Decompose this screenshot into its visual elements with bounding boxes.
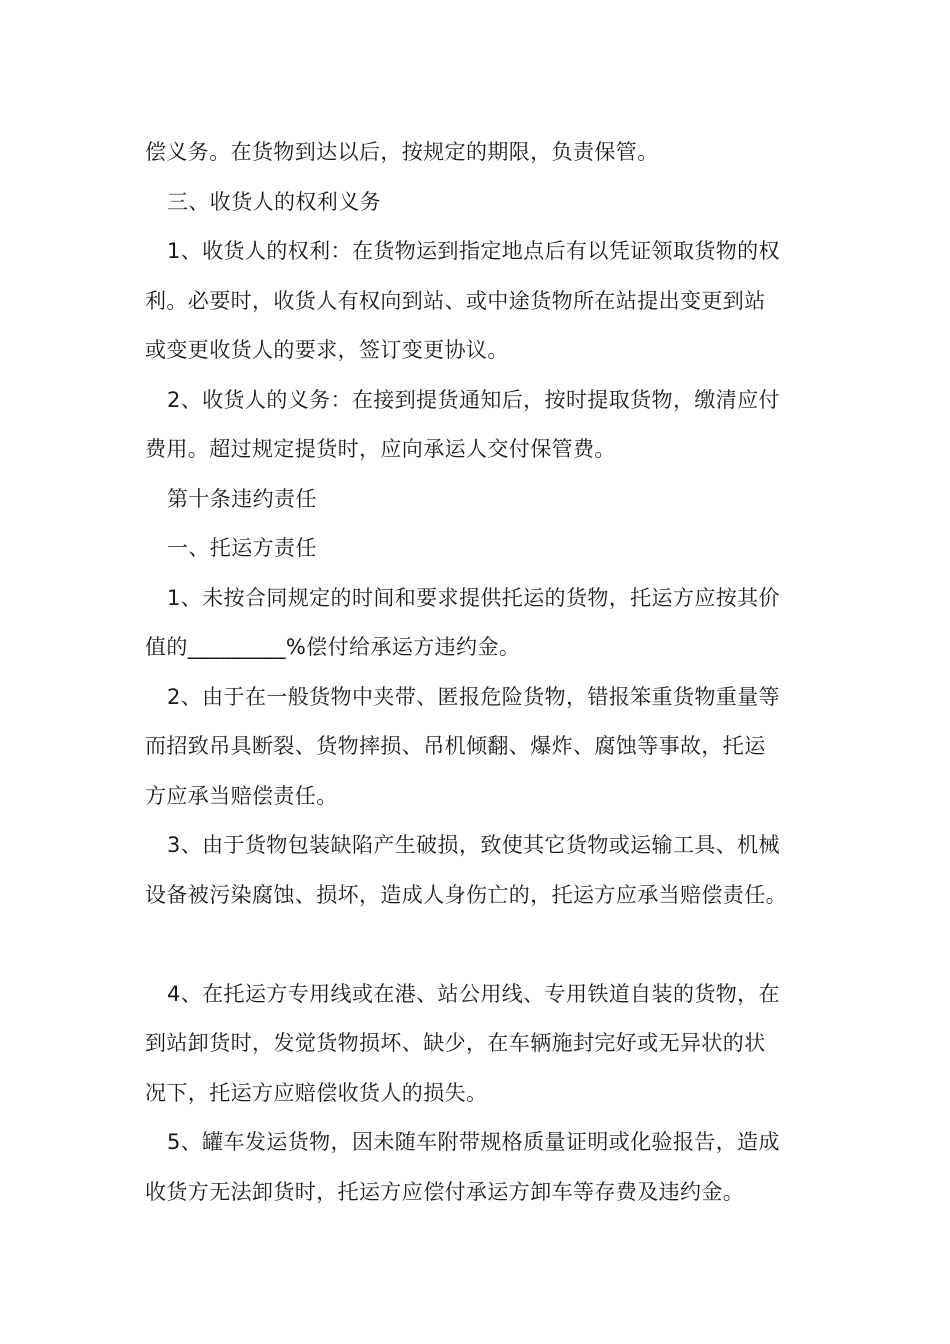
clause-line: 1、收货人的权利：在货物运到指定地点后有以凭证领取货物的权 bbox=[167, 239, 780, 263]
clause-line: 收货方无法卸货时，托运方应偿付承运方卸车等存费及违约金。 bbox=[145, 1179, 745, 1204]
blank-line bbox=[145, 920, 825, 970]
clause-line: 费用。超过规定提货时，应向承运人交付保管费。 bbox=[145, 437, 616, 461]
clause-line: 4、在托运方专用线或在港、站公用线、专用铁道自装的货物，在 bbox=[167, 981, 780, 1006]
clause-line: 方应承当赔偿责任。 bbox=[145, 783, 338, 808]
clause-line: 况下，托运方应赔偿收货人的损失。 bbox=[145, 1080, 488, 1105]
clause-line: 设备被污染腐蚀、损坏，造成人身伤亡的，托运方应承当赔偿责任。 bbox=[145, 882, 787, 907]
article-heading-breach-liability: 第十条违约责任 bbox=[167, 486, 317, 511]
clause-line-with-blank: 值的_________%偿付给承运方违约金。 bbox=[145, 635, 521, 659]
document-body bbox=[145, 128, 825, 1217]
clause-line: 3、由于货物包装缺陷产生破损，致使其它货物或运输工具、机械 bbox=[167, 833, 780, 857]
clause-line: 利。必要时，收货人有权向到站、或中途货物所在站提出变更到站 bbox=[145, 288, 766, 313]
clause-line: 5、罐车发运货物，因未随车附带规格质量证明或化验报告，造成 bbox=[167, 1130, 780, 1154]
clause-line: 或变更收货人的要求，签订变更协议。 bbox=[145, 338, 509, 362]
clause-line: 2、由于在一般货物中夹带、匿报危险货物，错报笨重货物重量等 bbox=[167, 684, 780, 709]
section-heading-consignee-rights: 三、收货人的权利义务 bbox=[167, 189, 381, 214]
clause-line: 2、收货人的义务：在接到提货通知后，按时提取货物，缴清应付 bbox=[167, 387, 780, 412]
clause-line: 1、未按合同规定的时间和要求提供托运的货物，托运方应按其价 bbox=[167, 585, 780, 610]
text-line-continuation: 偿义务。在货物到达以后，按规定的期限，负责保管。 bbox=[145, 140, 659, 164]
clause-line: 到站卸货时，发觉货物损坏、缺少，在车辆施封完好或无异状的状 bbox=[145, 1031, 766, 1055]
section-heading-shipper-liability: 一、托运方责任 bbox=[167, 536, 317, 560]
clause-line: 而招致吊具断裂、货物摔损、吊机倾翻、爆炸、腐蚀等事故，托运 bbox=[145, 734, 766, 758]
